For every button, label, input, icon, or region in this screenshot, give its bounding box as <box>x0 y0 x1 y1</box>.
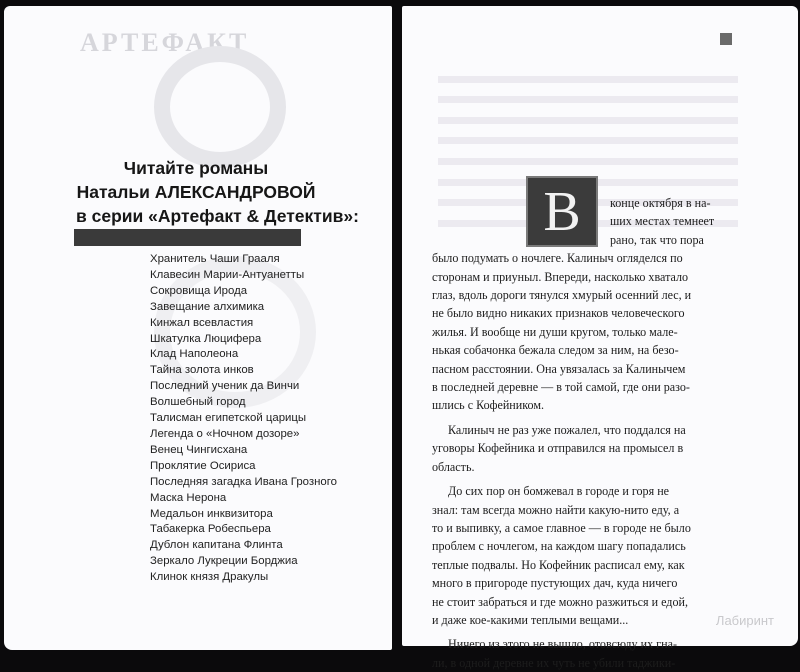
book-title: Тайна золота инков <box>150 364 254 377</box>
text-line: не было видно никаких признаков человеческого <box>432 306 685 321</box>
text-line: жилья. И вообще ни души кругом, только мале- <box>432 324 678 339</box>
text-line: ли, в одной деревне их чуть не убили таджики- <box>432 655 676 670</box>
book-title: Волшебный город <box>150 396 246 409</box>
text-line: конце октября в на- <box>610 196 711 210</box>
heading-rule <box>74 229 301 246</box>
book-title: Сокровища Ирода <box>150 284 248 297</box>
book-title: Маска Нерона <box>150 491 227 504</box>
corner-mark <box>720 33 732 45</box>
book-title: Клавесин Марии-Антуанетты <box>150 268 305 281</box>
book-title: Хранитель Чаши Грааля <box>150 253 280 265</box>
text-line: область. <box>432 459 475 474</box>
text-line: и даже кое-какими теплыми вещами... <box>432 612 629 627</box>
text-line: знал: там всегда можно найти какую-нито еду, а <box>432 502 680 517</box>
text-line: пасном расстоянии. Она увязалась за Калинычем <box>432 361 686 376</box>
book-title: Завещание алхимика <box>150 300 265 313</box>
text-line: в последней деревне — в той самой, где они разо- <box>432 380 690 395</box>
book-title-list <box>150 252 337 586</box>
watermark-ring <box>154 46 286 168</box>
left-page <box>4 6 392 650</box>
text-line: теплые подвалы. Но Кофейник расписал ему, как <box>432 557 685 572</box>
book-title: Табакерка Робеспьера <box>150 523 271 536</box>
book-title: Клинок князя Дракулы <box>150 571 269 584</box>
text-line: Калиныч не раз уже пожалел, что поддался на <box>448 422 686 437</box>
book-title: Кинжал всевластия <box>150 316 254 329</box>
book-title: Клад Наполеона <box>150 348 239 361</box>
text-line: проблем с ночлегом, на каждом шагу попадались <box>432 539 686 554</box>
book-title: Дублон капитана Флинта <box>150 539 283 552</box>
text-line: уговоры Кофейника и отправился на промысел в <box>432 441 684 456</box>
book-title: Венец Чингисхана <box>150 443 248 456</box>
watermark-text: АРТЕФАКТ <box>80 28 250 57</box>
text-line: было подумать о ночлеге. Калиныч огляделся по <box>432 251 683 266</box>
book-title: Легенда о «Ночном дозоре» <box>150 427 300 440</box>
book-title: Зеркало Лукреции Борджиа <box>150 555 298 568</box>
paragraph <box>432 421 772 476</box>
text-line: шлись с Кофейником. <box>432 398 545 413</box>
text-line: До сих пор он бомжевал в городе и горя не <box>448 484 670 499</box>
book-title: Талисман египетской царицы <box>150 412 307 425</box>
text-line: Ничего из этого не вышло, отовсюду их гна- <box>448 637 677 652</box>
paragraph <box>432 482 772 629</box>
series-heading <box>76 156 359 228</box>
text-line: ших местах темнеет <box>610 214 715 229</box>
drop-cap: В <box>526 176 598 247</box>
text-line: рано, так что пора <box>610 232 704 247</box>
text-line: нькая собачонка бежала следом за ним, на безо- <box>432 343 679 358</box>
text-line: много в пригороде пустующих дач, куда ничего <box>432 576 678 591</box>
heading-line: Читайте романы <box>123 158 269 178</box>
paragraph <box>432 635 772 672</box>
right-page <box>402 6 798 670</box>
publisher-logo: Лабиринт <box>715 613 774 628</box>
text-line: то и выпивку, а самое главное — в городе не было <box>432 520 691 535</box>
heading-line: в серии «Артефакт & Детектив»: <box>76 206 359 226</box>
paragraph <box>432 194 772 415</box>
book-title: Проклятие Осириса <box>150 459 256 472</box>
text-line: глаз, вдоль дороги тянулся хмурый осенний лес, и <box>432 288 692 303</box>
book-title: Шкатулка Люцифера <box>150 332 262 345</box>
text-line: сторонам и приуныл. Впереди, насколько хватало <box>432 269 689 284</box>
book-title: Последний ученик да Винчи <box>150 380 300 393</box>
body-text <box>432 194 772 672</box>
book-title: Медальон инквизитора <box>150 507 273 520</box>
heading-line: Натальи АЛЕКСАНДРОВОЙ <box>76 182 316 202</box>
book-title: Последняя загадка Ивана Грозного <box>150 475 337 488</box>
text-line: не стоит забраться и где можно разжиться и едой, <box>432 594 688 609</box>
